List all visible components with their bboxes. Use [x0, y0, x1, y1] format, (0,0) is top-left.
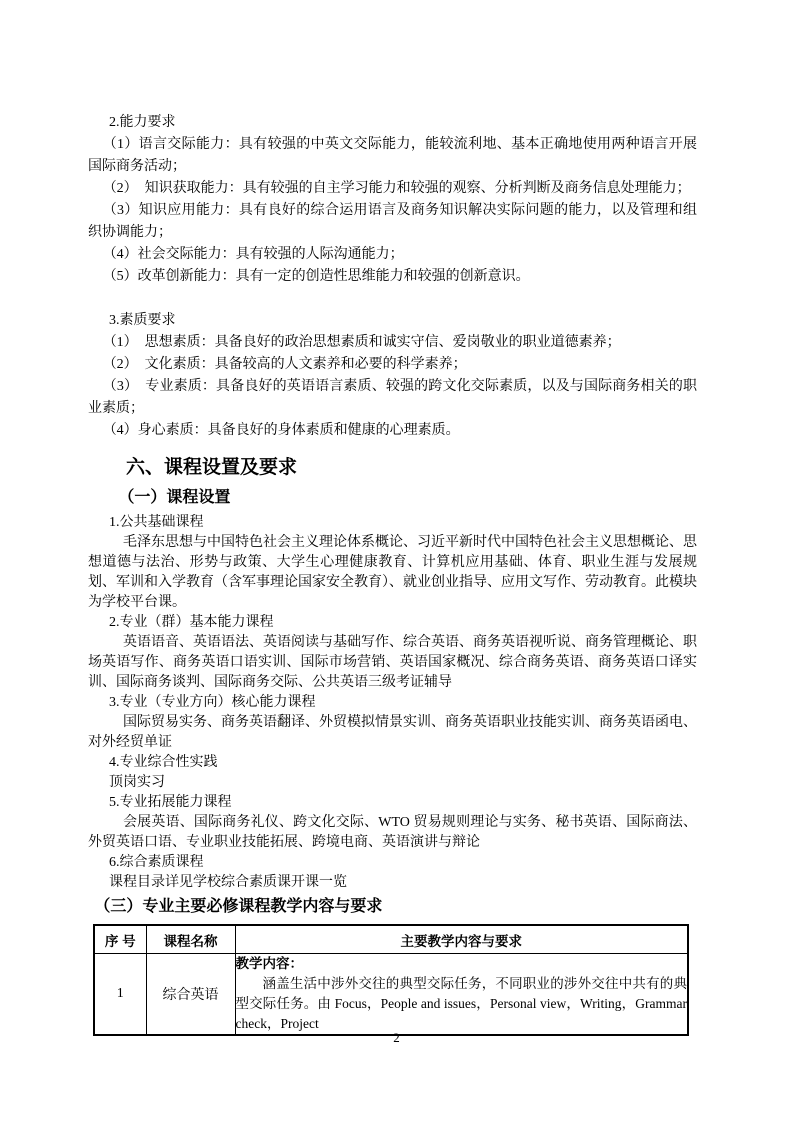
content-label: 教学内容：	[235, 956, 303, 971]
paragraph-spacer	[88, 288, 697, 310]
ability-section	[88, 112, 697, 288]
course-group-label-5: 5.专业拓展能力课程	[109, 795, 232, 810]
table-header-course: 课程名称	[146, 925, 235, 954]
quality-item-2: （2） 文化素质：具备较高的人文素养和必要的科学素养；	[102, 357, 467, 372]
table-row	[94, 954, 688, 1036]
ability-item-1: （1）语言交际能力：具有较强的中英文交际能力，能较流利地、基本正确地使用两种语言开展国际商务活动；	[88, 137, 697, 174]
row-number-cell: 1	[94, 954, 146, 1036]
table-header-content: 主要教学内容与要求	[235, 925, 688, 954]
ability-item-4: （4）社会交际能力：具有较强的人际沟通能力；	[102, 247, 404, 262]
chapter-heading: 六、课程设置及要求	[126, 457, 298, 478]
section-three-heading: （三）专业主要必修课程教学内容与要求	[94, 898, 383, 915]
course-setup-section	[88, 486, 697, 893]
ability-item-5: （5）改革创新能力：具有一定的创造性思维能力和较强的创新意识。	[102, 269, 530, 284]
ability-title: 2.能力要求	[109, 115, 176, 130]
quality-title: 3.素质要求	[109, 313, 176, 328]
course-group-label-6: 6.综合素质课程	[109, 855, 204, 870]
course-group-list-4: 顶岗实习	[109, 775, 165, 790]
course-content-table	[93, 924, 689, 1036]
page-content	[88, 112, 697, 1036]
course-content-cell	[235, 954, 688, 1036]
required-courses-section	[88, 895, 697, 1036]
course-group-list-2: 英语语音、英语语法、英语阅读与基础写作、综合英语、商务英语视听说、商务管理概论、职场英语写作、商务英语口语实训、国际市场营销、英语国家概况、综合商务英语、商务英语口译实训、国际商务谈判、国际商务交际、公共英语三级考证辅导	[88, 635, 697, 690]
course-group-label-3: 3.专业（专业方向）核心能力课程	[109, 695, 316, 710]
course-group-label-2: 2.专业（群）基本能力课程	[109, 615, 274, 630]
table-header-no: 序 号	[94, 925, 146, 954]
quality-item-3: （3） 专业素质：具备良好的英语语言素质、较强的跨文化交际素质，以及与国际商务相关的职业素质；	[88, 379, 697, 416]
ability-item-3: （3）知识应用能力：具有良好的综合运用语言及商务知识解决实际问题的能力，以及管理和组织协调能力；	[88, 203, 697, 240]
course-group-list-1: 毛泽东思想与中国特色社会主义理论体系概论、习近平新时代中国特色社会主义思想概论、思想道德与法治、形势与政策、大学生心理健康教育、计算机应用基础、体育、职业生涯与发展规划、军训和入学教育（含军事理论国家安全教育）、就业创业指导、应用文写作、劳动教育。此模块为学校平台课。	[88, 535, 697, 610]
ability-item-2: （2） 知识获取能力：具有较强的自主学习能力和较强的观察、分析判断及商务信息处理能力；	[102, 181, 691, 196]
quality-item-1: （1） 思想素质：具备良好的政治思想素质和诚实守信、爱岗敬业的职业道德素养；	[102, 335, 621, 350]
content-text: 涵盖生活中涉外交往的典型交际任务，不同职业的涉外交往中共有的典型交际任务。由 Focus，People and issues，Personal view，Writing，Grammar check，Project	[235, 976, 687, 1031]
course-group-list-6: 课程目录详见学校综合素质课开课一览	[109, 875, 347, 890]
section-one-heading: （一）课程设置	[118, 489, 231, 506]
course-group-label-1: 1.公共基础课程	[109, 515, 204, 530]
course-name-cell: 综合英语	[146, 954, 235, 1036]
course-group-label-4: 4.专业综合性实践	[109, 755, 218, 770]
course-group-list-3: 国际贸易实务、商务英语翻译、外贸模拟情景实训、商务英语职业技能实训、商务英语函电、对外经贸单证	[88, 715, 697, 750]
quality-item-4: （4）身心素质：具备良好的身体素质和健康的心理素质。	[102, 423, 460, 438]
course-group-list-5: 会展英语、国际商务礼仪、跨文化交际、WTO 贸易规则理论与实务、秘书英语、国际商法、外贸英语口语、专业职业技能拓展、跨境电商、英语演讲与辩论	[88, 815, 697, 850]
page-number: 2	[393, 1030, 400, 1045]
table-header-row	[94, 925, 688, 954]
quality-section	[88, 310, 697, 442]
